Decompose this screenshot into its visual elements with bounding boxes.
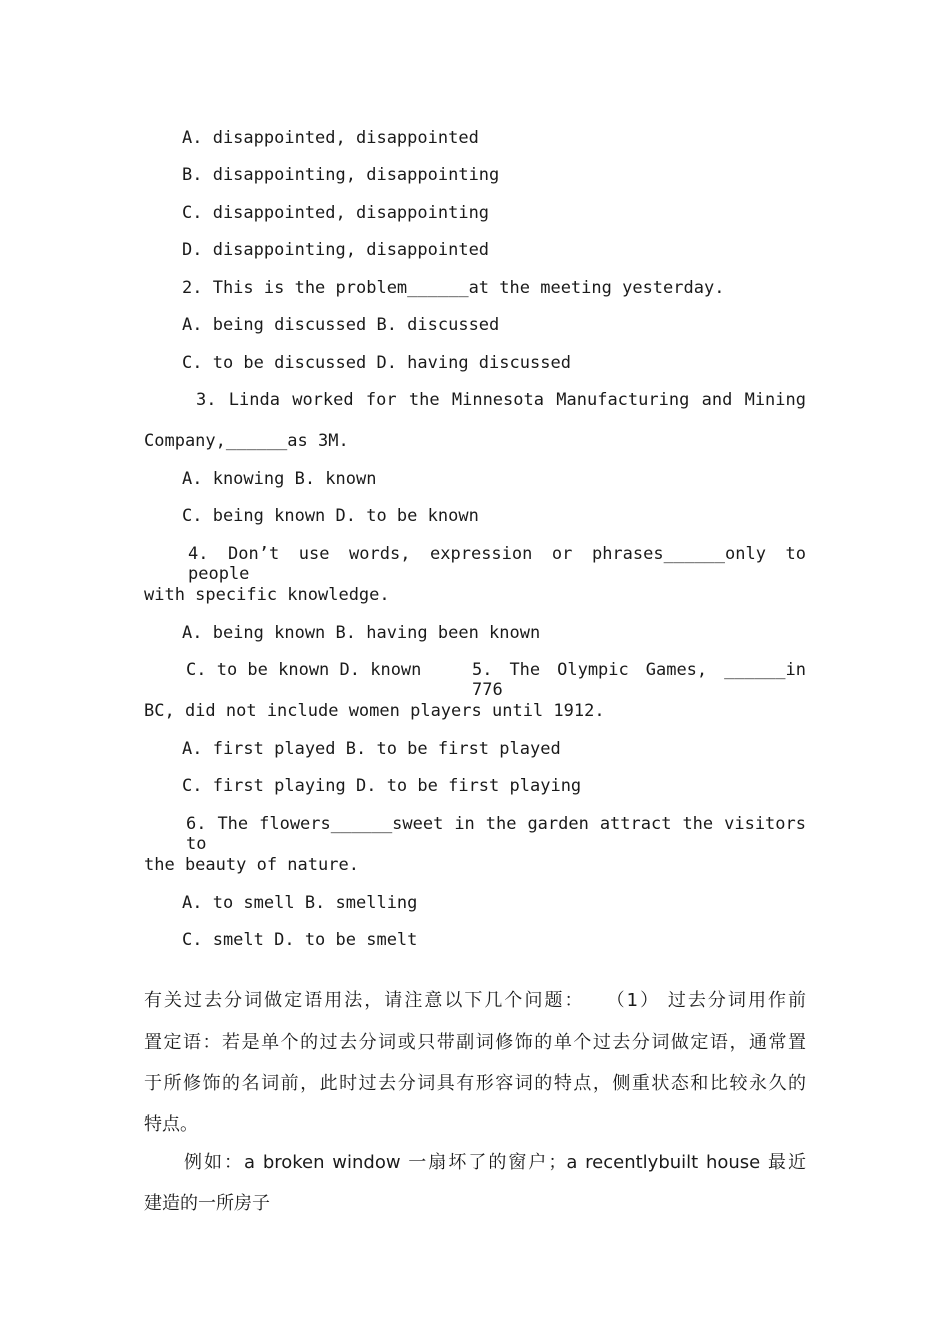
q3-stem-line1: 3. Linda worked for the Minnesota Manufacturing and Mining bbox=[196, 390, 806, 410]
q3-options-cd: C. being known D. to be known bbox=[182, 506, 479, 526]
q2-options-ab: A. being discussed B. discussed bbox=[182, 315, 500, 335]
q3-stem-line2: Company,______as 3M. bbox=[144, 431, 349, 451]
q4-options-cd: C. to be known D. known bbox=[186, 660, 422, 680]
q6-stem-line2: the beauty of nature. bbox=[144, 855, 359, 875]
q1-option-a: A. disappointed, disappointed bbox=[182, 128, 479, 148]
notes-paragraph-line1: 有关过去分词做定语用法，请注意以下几个问题： （1） 过去分词用作前 bbox=[144, 990, 806, 1011]
notes-paragraph-line4: 特点。 bbox=[144, 1114, 198, 1135]
q4-stem-line2: with specific knowledge. bbox=[144, 585, 390, 605]
q5-options-cd: C. first playing D. to be first playing bbox=[182, 776, 582, 796]
q4-stem-line1: 4. Don’t use words, expression or phrases______only to people bbox=[188, 544, 806, 584]
q6-options-cd: C. smelt D. to be smelt bbox=[182, 930, 418, 950]
example-line2: 建造的一所房子 bbox=[144, 1193, 270, 1214]
q5-options-ab: A. first played B. to be first played bbox=[182, 739, 561, 759]
q1-option-d: D. disappointing, disappointed bbox=[182, 240, 490, 260]
q1-option-c: C. disappointed, disappointing bbox=[182, 203, 490, 223]
notes-paragraph-line3: 于所修饰的名词前，此时过去分词具有形容词的特点，侧重状态和比较永久的 bbox=[144, 1073, 806, 1094]
q3-options-ab: A. knowing B. known bbox=[182, 469, 377, 489]
q6-stem-line1: 6. The flowers______sweet in the garden attract the visitors to bbox=[186, 814, 806, 854]
q5-stem-line1: 5. The Olympic Games, ______in 776 bbox=[472, 660, 806, 700]
q1-option-b: B. disappointing, disappointing bbox=[182, 165, 500, 185]
notes-paragraph-line2: 置定语：若是单个的过去分词或只带副词修饰的单个过去分词做定语，通常置 bbox=[144, 1032, 806, 1053]
q6-options-ab: A. to smell B. smelling bbox=[182, 893, 418, 913]
q2-options-cd: C. to be discussed D. having discussed bbox=[182, 353, 571, 373]
q2-stem: 2. This is the problem______at the meeting yesterday. bbox=[182, 278, 725, 298]
q4-options-ab: A. being known B. having been known bbox=[182, 623, 541, 643]
q5-stem-line2: BC, did not include women players until 1912. bbox=[144, 701, 605, 721]
example-line1: 例如：a broken window 一扇坏了的窗户；a recentlybuilt house 最近 bbox=[184, 1152, 806, 1173]
